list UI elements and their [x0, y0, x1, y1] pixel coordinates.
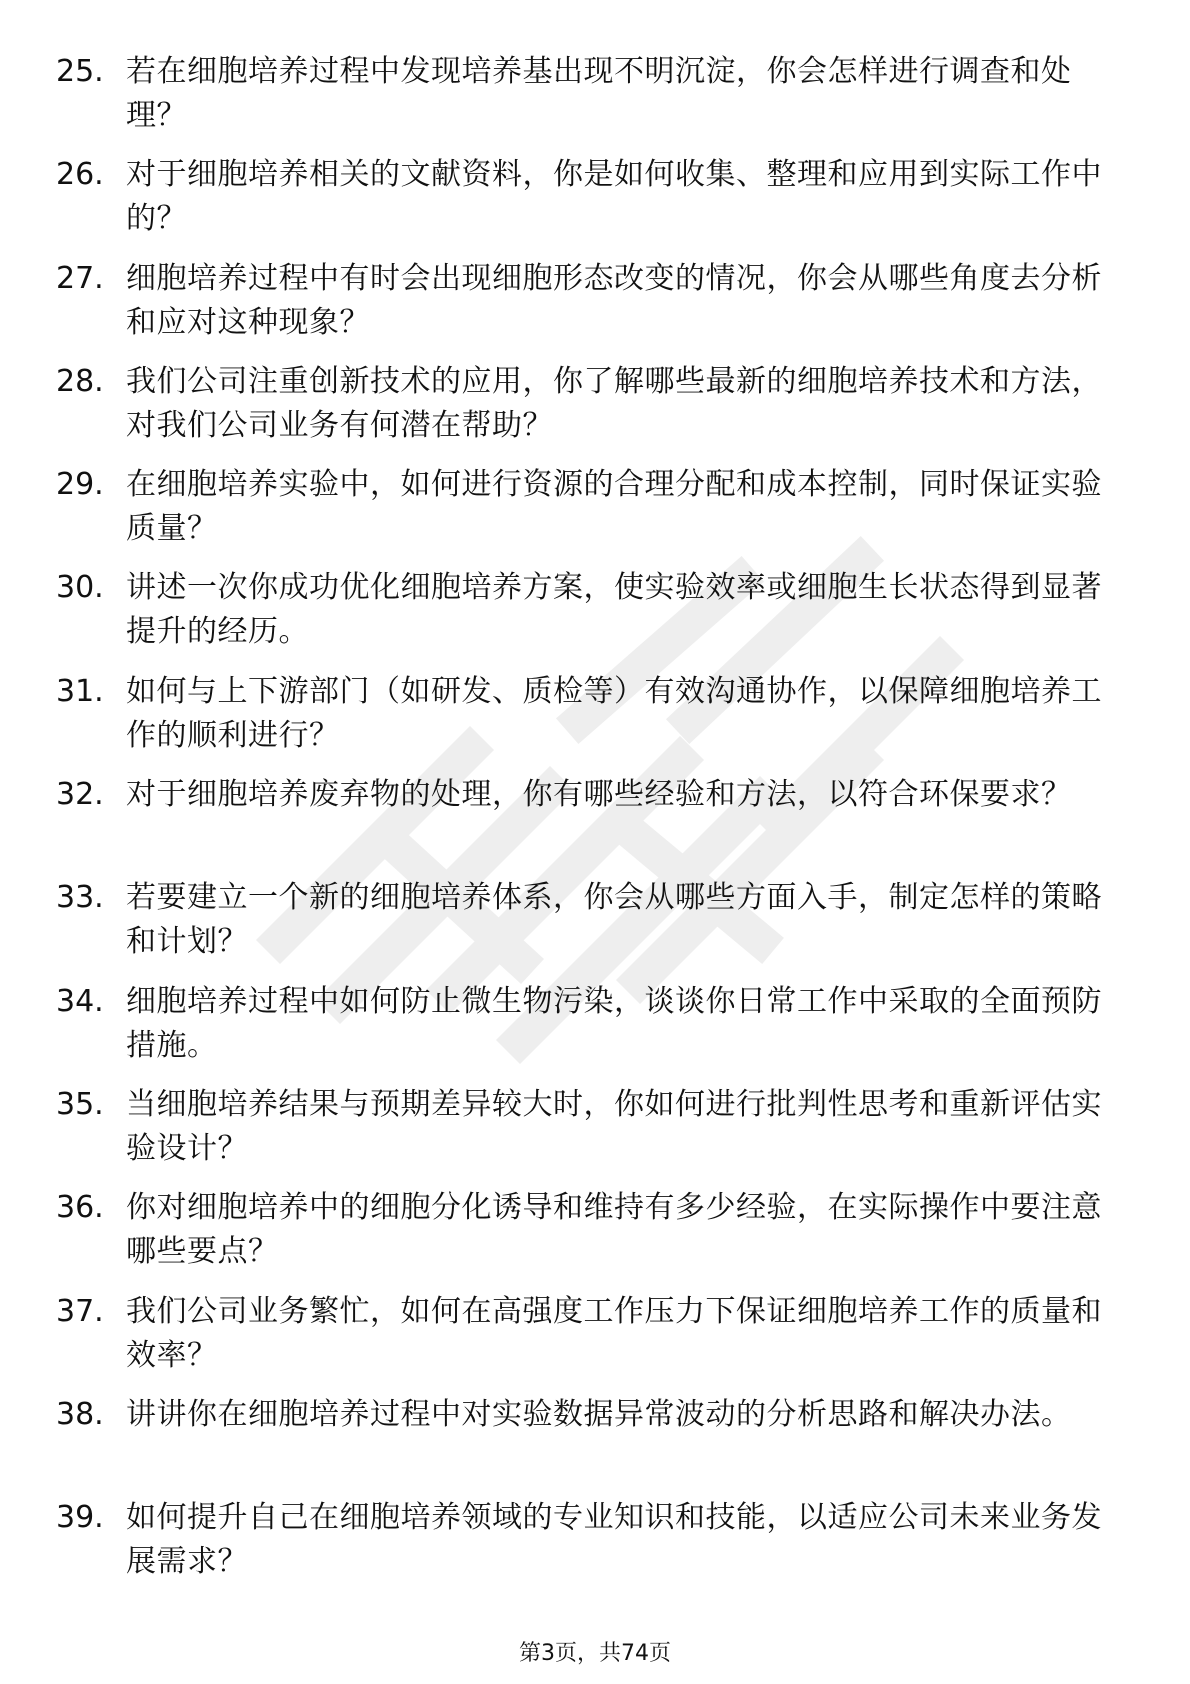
- question-number: 32.: [56, 777, 104, 813]
- question-text: 若要建立一个新的细胞培养体系，你会从哪些方面入手，制定怎样的策略和计划？: [126, 880, 1102, 960]
- question-item: [56, 670, 1116, 773]
- question-text: 对于细胞培养相关的文献资料，你是如何收集、整理和应用到实际工作中的？: [126, 157, 1102, 237]
- question-text: 当细胞培养结果与预期差异较大时，你如何进行批判性思考和重新评估实验设计？: [126, 1086, 1102, 1166]
- question-number: 26.: [56, 157, 104, 193]
- question-item: [56, 360, 1116, 463]
- question-number: 30.: [56, 570, 104, 606]
- question-number: 35.: [56, 1086, 104, 1122]
- question-number: 28.: [56, 363, 104, 399]
- question-item: [56, 153, 1116, 256]
- question-item: [56, 773, 1116, 876]
- question-number: 25.: [56, 54, 104, 89]
- question-text: 细胞培养过程中有时会出现细胞形态改变的情况，你会从哪些角度去分析和应对这种现象？: [126, 260, 1102, 340]
- question-item: [56, 1496, 1116, 1599]
- page-footer: 第3页，共74页: [519, 1641, 671, 1666]
- question-item: [56, 566, 1116, 669]
- question-item: [56, 50, 1116, 153]
- question-number: 27.: [56, 260, 104, 296]
- question-number: 34.: [56, 983, 104, 1019]
- question-number: 38.: [56, 1396, 104, 1432]
- question-item: [56, 876, 1116, 979]
- question-item: [56, 980, 1116, 1083]
- question-text: 对于细胞培养废弃物的处理，你有哪些经验和方法，以符合环保要求？: [126, 777, 1072, 813]
- question-text: 如何提升自己在细胞培养领域的专业知识和技能，以适应公司未来业务发展需求？: [126, 1500, 1102, 1580]
- question-text: 如何与上下游部门（如研发、质检等）有效沟通协作，以保障细胞培养工作的顺利进行？: [126, 673, 1102, 753]
- question-text: 讲述一次你成功优化细胞培养方案，使实验效率或细胞生长状态得到显著提升的经历。: [126, 570, 1102, 650]
- question-item: [56, 257, 1116, 360]
- question-text: 我们公司业务繁忙，如何在高强度工作压力下保证细胞培养工作的质量和效率？: [126, 1293, 1102, 1373]
- question-text: 我们公司注重创新技术的应用，你了解哪些最新的细胞培养技术和方法，对我们公司业务有何潜在帮助？: [126, 363, 1102, 443]
- question-text: 在细胞培养实验中，如何进行资源的合理分配和成本控制，同时保证实验质量？: [126, 467, 1102, 547]
- question-item: [56, 1393, 1116, 1496]
- question-number: 29.: [56, 467, 104, 503]
- question-item: [56, 463, 1116, 566]
- question-text: 讲讲你在细胞培养过程中对实验数据异常波动的分析思路和解决办法。: [126, 1396, 1072, 1432]
- question-number: 33.: [56, 880, 104, 916]
- question-item: [56, 1186, 1116, 1289]
- question-item: [56, 1290, 1116, 1393]
- question-number: 39.: [56, 1500, 104, 1536]
- question-text: 你对细胞培养中的细胞分化诱导和维持有多少经验，在实际操作中要注意哪些要点？: [126, 1190, 1102, 1270]
- question-text: 细胞培养过程中如何防止微生物污染，谈谈你日常工作中采取的全面预防措施。: [126, 983, 1102, 1063]
- question-number: 36.: [56, 1190, 104, 1226]
- question-number: 37.: [56, 1293, 104, 1329]
- question-list: [56, 50, 1116, 1599]
- question-item: [56, 1083, 1116, 1186]
- question-text: 若在细胞培养过程中发现培养基出现不明沉淀，你会怎样进行调查和处理？: [126, 54, 1072, 133]
- question-number: 31.: [56, 673, 104, 709]
